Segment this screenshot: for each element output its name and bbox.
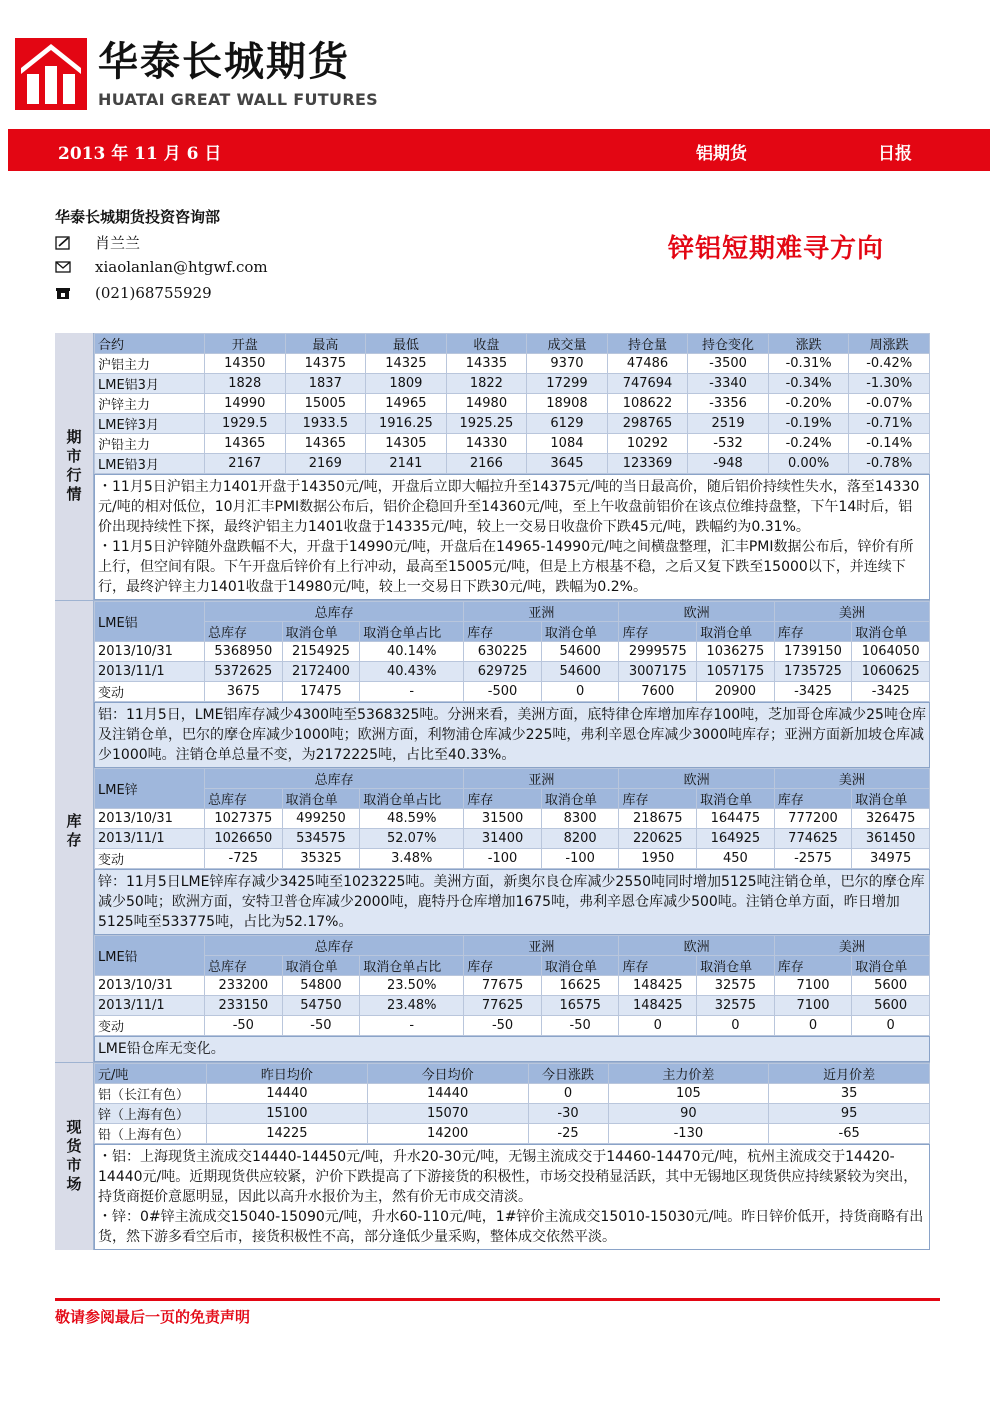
spot-product: 锌（上海有色） xyxy=(95,1104,207,1124)
brand-name-cn: 华泰长城期货 xyxy=(98,39,350,85)
table-cell: 15070 xyxy=(367,1104,528,1124)
table-cell: 1929.5 xyxy=(205,414,286,434)
section-label-inventory: 库存 xyxy=(55,601,94,1062)
table-cell: 3675 xyxy=(205,682,283,702)
group-header: 美洲 xyxy=(774,769,929,789)
group-header: 欧洲 xyxy=(619,936,774,956)
group-header: 亚洲 xyxy=(464,602,619,622)
table-cell: -65 xyxy=(769,1124,930,1144)
table-cell: -3425 xyxy=(852,682,930,702)
table-cell: 31500 xyxy=(464,809,542,829)
column-header: 开盘 xyxy=(205,334,286,354)
column-header: 近月价差 xyxy=(769,1064,930,1084)
column-header: 取消仓单 xyxy=(697,789,775,809)
table-cell: 326475 xyxy=(852,809,930,829)
table-cell: 148425 xyxy=(619,996,697,1016)
table-cell: -0.07% xyxy=(849,394,930,414)
table-cell: -50 xyxy=(541,1016,619,1036)
column-header: 最高 xyxy=(285,334,366,354)
table-cell: -2575 xyxy=(774,849,852,869)
table-cell: 1822 xyxy=(446,374,527,394)
table-cell: 48.59% xyxy=(360,809,464,829)
brand-name-en: HUATAI GREAT WALL FUTURES xyxy=(98,90,378,109)
table-cell: 123369 xyxy=(607,454,688,474)
table-cell: 2169 xyxy=(285,454,366,474)
row-label: 2013/10/31 xyxy=(95,976,205,996)
contract-name: 沪锌主力 xyxy=(95,394,205,414)
table-cell: 17299 xyxy=(527,374,608,394)
column-header: 取消仓单 xyxy=(852,789,930,809)
table-cell: -3356 xyxy=(688,394,769,414)
table-cell: 534575 xyxy=(282,829,360,849)
futures-quote-table xyxy=(94,333,930,474)
column-header: 持仓量 xyxy=(607,334,688,354)
table-cell: 7100 xyxy=(774,976,852,996)
table-cell: 5372625 xyxy=(205,662,283,682)
column-header: 取消仓单 xyxy=(541,789,619,809)
table-row xyxy=(95,434,930,454)
analyst-email[interactable]: xiaolanlan@htgwf.com xyxy=(95,258,268,276)
footer-divider xyxy=(55,1298,940,1301)
table-header-row xyxy=(95,936,930,956)
analyst-phone: (021)68755929 xyxy=(95,284,212,302)
table-cell: 3.48% xyxy=(360,849,464,869)
table-cell: -30 xyxy=(528,1104,608,1124)
table-row xyxy=(95,454,930,474)
column-header: 取消仓单 xyxy=(541,956,619,976)
column-header: 库存 xyxy=(774,789,852,809)
table-cell: 17475 xyxy=(282,682,360,702)
table-cell: 1036275 xyxy=(697,642,775,662)
table-cell: - xyxy=(360,1016,464,1036)
table-row xyxy=(95,976,930,996)
table-cell: 14325 xyxy=(366,354,447,374)
table-cell: -0.42% xyxy=(849,354,930,374)
table-cell: 1925.25 xyxy=(446,414,527,434)
phone-icon xyxy=(55,286,73,300)
table-cell: 14440 xyxy=(207,1084,368,1104)
table-cell: 777200 xyxy=(774,809,852,829)
group-header: 亚洲 xyxy=(464,769,619,789)
table-cell: 0 xyxy=(619,1016,697,1036)
report-header-bar xyxy=(8,129,990,171)
futures-market-section xyxy=(55,333,930,600)
table-cell: 14965 xyxy=(366,394,447,414)
table-cell: -3425 xyxy=(774,682,852,702)
table-cell: 16625 xyxy=(541,976,619,996)
contact-email-row xyxy=(55,258,268,276)
table-cell: 14225 xyxy=(207,1124,368,1144)
group-header: 欧洲 xyxy=(619,769,774,789)
table-cell: 164475 xyxy=(697,809,775,829)
table-cell: 0 xyxy=(774,1016,852,1036)
inventory-table xyxy=(94,768,930,869)
table-cell: 14200 xyxy=(367,1124,528,1144)
row-label: 2013/10/31 xyxy=(95,809,205,829)
column-header: 取消仓单 xyxy=(282,956,360,976)
table-cell: 2172400 xyxy=(282,662,360,682)
inventory-commentary: 锌：11月5日LME锌库存减少3425吨至1023225吨。美洲方面，新奥尔良仓库减少2550吨同时增加5125吨注销仓单，巴尔的摩仓库减少50吨；欧洲方面，安特卫普仓库减少2000吨，鹿特丹仓库增加1675吨，弗利辛恩仓库减少500吨。注销仓单方面，昨日增加5125吨至533775吨，占比为52.17%。 xyxy=(94,869,930,935)
column-header: 今日涨跌 xyxy=(528,1064,608,1084)
column-header: 库存 xyxy=(619,956,697,976)
table-row xyxy=(95,1016,930,1036)
table-cell: 52.07% xyxy=(360,829,464,849)
group-header: 欧洲 xyxy=(619,602,774,622)
group-header: 总库存 xyxy=(205,602,464,622)
inventory-metal-name: LME铝 xyxy=(95,602,205,642)
inventory-metal-name: LME锌 xyxy=(95,769,205,809)
column-header: 周涨跌 xyxy=(849,334,930,354)
inventory-table xyxy=(94,601,930,702)
report-body xyxy=(55,333,930,1250)
group-header: 亚洲 xyxy=(464,936,619,956)
table-cell: 220625 xyxy=(619,829,697,849)
table-cell: -948 xyxy=(688,454,769,474)
table-cell: 1950 xyxy=(619,849,697,869)
row-label: 变动 xyxy=(95,849,205,869)
column-header: 收盘 xyxy=(446,334,527,354)
table-cell: 14990 xyxy=(205,394,286,414)
column-header: 取消仓单占比 xyxy=(360,956,464,976)
table-cell: 1057175 xyxy=(697,662,775,682)
spot-commentary xyxy=(94,1144,930,1250)
table-cell: 54750 xyxy=(282,996,360,1016)
table-cell: 233200 xyxy=(205,976,283,996)
table-cell: -500 xyxy=(464,682,542,702)
table-cell: 14365 xyxy=(205,434,286,454)
department: 华泰长城期货投资咨询部 xyxy=(55,208,221,226)
table-cell: 15005 xyxy=(285,394,366,414)
table-cell: 0.00% xyxy=(768,454,849,474)
column-header: 取消仓单 xyxy=(852,956,930,976)
table-cell: 6129 xyxy=(527,414,608,434)
spot-product: 铅（上海有色） xyxy=(95,1124,207,1144)
table-row xyxy=(95,394,930,414)
row-label: 2013/10/31 xyxy=(95,642,205,662)
column-header: 库存 xyxy=(464,789,542,809)
table-row xyxy=(95,1084,930,1104)
table-cell: 20900 xyxy=(697,682,775,702)
spot-aluminum-commentary: ・铝：上海现货主流成交14440-14450元/吨，升水20-30元/吨，无锡主流成交于14460-14470元/吨，杭州主流成交于14420-14440元/吨。近期现货供应较紧，沪价下跌提高了下游接货的积极性，市场交投稍显活跃，其中无锡地区现货供应持续紧较为突出，持货商挺价意愿明显，因此以高升水报价为主，然有价无市成交清淡。 xyxy=(98,1149,918,1205)
table-row xyxy=(95,1124,930,1144)
mail-icon xyxy=(55,260,73,274)
contract-name: LME铅3月 xyxy=(95,454,205,474)
table-cell: 1933.5 xyxy=(285,414,366,434)
table-cell: 108622 xyxy=(607,394,688,414)
table-row xyxy=(95,642,930,662)
table-cell: -532 xyxy=(688,434,769,454)
column-header: 库存 xyxy=(619,789,697,809)
table-cell: 1809 xyxy=(366,374,447,394)
table-cell: 3007175 xyxy=(619,662,697,682)
table-cell: 8300 xyxy=(541,809,619,829)
column-header: 取消仓单 xyxy=(282,789,360,809)
spot-product: 铝（长江有色） xyxy=(95,1084,207,1104)
row-label: 变动 xyxy=(95,1016,205,1036)
table-cell: 2167 xyxy=(205,454,286,474)
spot-zinc-commentary: ・锌：0#锌主流成交15040-15090元/吨，升水60-110元/吨，1#锌价主流成交15010-15030元/吨。昨日锌价低开，持货商略有出货，然下游多看空后市，接货积极性不高，部分逢低少量采购，整体成交依然平淡。 xyxy=(98,1209,924,1245)
report-date: 2013 年 11 月 6 日 xyxy=(58,144,222,164)
column-header: 总库存 xyxy=(205,956,283,976)
contact-phone-row xyxy=(55,284,212,302)
table-cell: -725 xyxy=(205,849,283,869)
row-label: 变动 xyxy=(95,682,205,702)
table-cell: 747694 xyxy=(607,374,688,394)
disclaimer-note: 敬请参阅最后一页的免责声明 xyxy=(55,1308,251,1326)
table-cell: 630225 xyxy=(464,642,542,662)
table-cell: 32575 xyxy=(697,996,775,1016)
table-cell: 14305 xyxy=(366,434,447,454)
column-header: 总库存 xyxy=(205,622,283,642)
column-header: 总库存 xyxy=(205,789,283,809)
column-header: 持仓变化 xyxy=(688,334,769,354)
contract-name: LME铝3月 xyxy=(95,374,205,394)
table-cell: 35 xyxy=(769,1084,930,1104)
table-cell: 2519 xyxy=(688,414,769,434)
column-header: 取消仓单占比 xyxy=(360,622,464,642)
column-header: 库存 xyxy=(619,622,697,642)
column-header: 库存 xyxy=(464,956,542,976)
table-header-row xyxy=(95,1064,930,1084)
table-cell: -0.78% xyxy=(849,454,930,474)
table-cell: 34975 xyxy=(852,849,930,869)
edit-icon xyxy=(55,236,73,250)
table-cell: 1735725 xyxy=(774,662,852,682)
table-cell: -0.71% xyxy=(849,414,930,434)
table-cell: 23.48% xyxy=(360,996,464,1016)
table-cell: 31400 xyxy=(464,829,542,849)
table-cell: 2154925 xyxy=(282,642,360,662)
table-cell: 54800 xyxy=(282,976,360,996)
table-cell: 499250 xyxy=(282,809,360,829)
column-header: 库存 xyxy=(464,622,542,642)
table-cell: 361450 xyxy=(852,829,930,849)
table-cell: -0.34% xyxy=(768,374,849,394)
row-label: 2013/11/1 xyxy=(95,829,205,849)
table-cell: 40.14% xyxy=(360,642,464,662)
column-header: 昨日均价 xyxy=(207,1064,368,1084)
table-cell: 0 xyxy=(697,1016,775,1036)
report-headline: 锌铝短期难寻方向 xyxy=(668,234,885,264)
table-cell: 32575 xyxy=(697,976,775,996)
table-cell: - xyxy=(360,682,464,702)
table-cell: 14440 xyxy=(367,1084,528,1104)
inventory-table xyxy=(94,935,930,1036)
contract-name: 沪铅主力 xyxy=(95,434,205,454)
table-cell: 14365 xyxy=(285,434,366,454)
table-cell: 18908 xyxy=(527,394,608,414)
table-cell: -100 xyxy=(464,849,542,869)
table-cell: 9370 xyxy=(527,354,608,374)
table-cell: 298765 xyxy=(607,414,688,434)
analyst-name: 肖兰兰 xyxy=(95,234,141,252)
table-row xyxy=(95,1104,930,1124)
table-cell: 3645 xyxy=(527,454,608,474)
table-cell: 15100 xyxy=(207,1104,368,1124)
table-cell: -0.19% xyxy=(768,414,849,434)
table-cell: 54600 xyxy=(541,642,619,662)
table-cell: -0.24% xyxy=(768,434,849,454)
table-cell: 450 xyxy=(697,849,775,869)
table-cell: -3340 xyxy=(688,374,769,394)
table-cell: 47486 xyxy=(607,354,688,374)
table-cell: 77625 xyxy=(464,996,542,1016)
table-cell: 95 xyxy=(769,1104,930,1124)
table-cell: 1027375 xyxy=(205,809,283,829)
row-label: 2013/11/1 xyxy=(95,996,205,1016)
table-cell: -0.20% xyxy=(768,394,849,414)
table-row xyxy=(95,996,930,1016)
table-cell: 5600 xyxy=(852,996,930,1016)
row-label: 2013/11/1 xyxy=(95,662,205,682)
table-cell: -50 xyxy=(205,1016,283,1036)
table-cell: 7100 xyxy=(774,996,852,1016)
group-header: 美洲 xyxy=(774,602,929,622)
spot-market-section xyxy=(55,1062,930,1250)
column-header: 合约 xyxy=(95,334,205,354)
table-cell: 14335 xyxy=(446,354,527,374)
column-header: 元/吨 xyxy=(95,1064,207,1084)
table-cell: 148425 xyxy=(619,976,697,996)
inventory-section xyxy=(55,600,930,1062)
table-cell: 14375 xyxy=(285,354,366,374)
column-header: 取消仓单占比 xyxy=(360,789,464,809)
table-cell: 40.43% xyxy=(360,662,464,682)
table-cell: 7600 xyxy=(619,682,697,702)
table-header-row xyxy=(95,769,930,789)
table-cell: 1064050 xyxy=(852,642,930,662)
table-row xyxy=(95,849,930,869)
table-cell: 23.50% xyxy=(360,976,464,996)
table-cell: 35325 xyxy=(282,849,360,869)
futures-commentary xyxy=(94,474,930,600)
column-header: 涨跌 xyxy=(768,334,849,354)
table-header-row xyxy=(95,334,930,354)
zinc-commentary: ・11月5日沪锌随外盘跌幅不大，开盘于14990元/吨，开盘后在14965-14990元/吨之间横盘整理，汇丰PMI数据公布后，锌价有所上行，但空间有限。下午开盘后锌价有上行冲动，最高至15005元/吨，但是上方根基不稳，之后又复下跌至15000以下，并连续下行，最终沪锌主力1401收盘于14980元/吨，较上一交易日下跌30元/吨，跌幅为0.2%。 xyxy=(98,539,914,595)
table-cell: -0.31% xyxy=(768,354,849,374)
table-cell: -50 xyxy=(464,1016,542,1036)
table-cell: 0 xyxy=(528,1084,608,1104)
table-cell: 14330 xyxy=(446,434,527,454)
aluminum-commentary: ・11月5日沪铝主力1401开盘于14350元/吨，开盘后立即大幅拉升至14375元/吨的当日最高价，随后铝价持续性失水，落至14330元/吨的相对低位，10月汇丰PMI数据公布后，铝价企稳回升至14360元/吨，至上午收盘前铝价在该点位维持盘整，下午14时后，铝价出现持续性下探，最终沪铝主力1401收盘于14335元/吨，较上一交易日收盘价下跌45元/吨，跌幅约为0.31%。 xyxy=(98,479,920,535)
table-cell: 629725 xyxy=(464,662,542,682)
table-cell: -25 xyxy=(528,1124,608,1144)
group-header: 美洲 xyxy=(774,936,929,956)
table-header-row xyxy=(95,602,930,622)
table-cell: 0 xyxy=(541,682,619,702)
table-cell: 105 xyxy=(608,1084,769,1104)
column-header: 取消仓单 xyxy=(852,622,930,642)
table-cell: -50 xyxy=(282,1016,360,1036)
group-header: 总库存 xyxy=(205,936,464,956)
table-cell: 2166 xyxy=(446,454,527,474)
table-cell: 16575 xyxy=(541,996,619,1016)
table-cell: 1060625 xyxy=(852,662,930,682)
table-cell: 10292 xyxy=(607,434,688,454)
table-cell: -0.14% xyxy=(849,434,930,454)
table-cell: 164925 xyxy=(697,829,775,849)
table-header-row xyxy=(95,789,930,809)
group-header: 总库存 xyxy=(205,769,464,789)
inventory-commentary: LME铅仓库无变化。 xyxy=(94,1036,930,1062)
table-cell: -100 xyxy=(541,849,619,869)
inventory-metal-name: LME铅 xyxy=(95,936,205,976)
table-cell: 90 xyxy=(608,1104,769,1124)
contract-name: LME锌3月 xyxy=(95,414,205,434)
table-cell: 1837 xyxy=(285,374,366,394)
table-cell: 5368950 xyxy=(205,642,283,662)
table-cell: 2141 xyxy=(366,454,447,474)
table-row xyxy=(95,374,930,394)
table-cell: 1739150 xyxy=(774,642,852,662)
column-header: 主力价差 xyxy=(608,1064,769,1084)
table-row xyxy=(95,809,930,829)
column-header: 取消仓单 xyxy=(282,622,360,642)
section-label-futures: 期市行情 xyxy=(55,333,94,600)
table-cell: 774625 xyxy=(774,829,852,849)
column-header: 取消仓单 xyxy=(697,956,775,976)
table-cell: 1026650 xyxy=(205,829,283,849)
section-label-spot: 现货市场 xyxy=(55,1063,94,1250)
table-cell: 2999575 xyxy=(619,642,697,662)
column-header: 成交量 xyxy=(527,334,608,354)
spot-price-table xyxy=(94,1063,930,1144)
table-row xyxy=(95,829,930,849)
column-header: 取消仓单 xyxy=(541,622,619,642)
table-cell: 0 xyxy=(852,1016,930,1036)
contact-name-row xyxy=(55,232,140,253)
table-header-row xyxy=(95,956,930,976)
table-cell: 5600 xyxy=(852,976,930,996)
table-cell: -130 xyxy=(608,1124,769,1144)
column-header: 库存 xyxy=(774,956,852,976)
column-header: 最低 xyxy=(366,334,447,354)
table-cell: 1828 xyxy=(205,374,286,394)
contract-name: 沪铝主力 xyxy=(95,354,205,374)
table-header-row xyxy=(95,622,930,642)
report-category: 铝期货 xyxy=(696,144,747,164)
table-cell: 77675 xyxy=(464,976,542,996)
table-cell: 14350 xyxy=(205,354,286,374)
column-header: 库存 xyxy=(774,622,852,642)
table-cell: -3500 xyxy=(688,354,769,374)
report-type: 日报 xyxy=(878,144,912,164)
column-header: 取消仓单 xyxy=(697,622,775,642)
table-row xyxy=(95,354,930,374)
table-cell: 54600 xyxy=(541,662,619,682)
table-cell: 1084 xyxy=(527,434,608,454)
table-cell: 1916.25 xyxy=(366,414,447,434)
table-cell: 14980 xyxy=(446,394,527,414)
table-row xyxy=(95,414,930,434)
table-cell: 233150 xyxy=(205,996,283,1016)
company-logo xyxy=(15,38,87,110)
table-cell: 218675 xyxy=(619,809,697,829)
table-cell: 8200 xyxy=(541,829,619,849)
table-row xyxy=(95,662,930,682)
table-cell: -1.30% xyxy=(849,374,930,394)
inventory-commentary: 铝：11月5日，LME铝库存减少4300吨至5368325吨。分洲来看，美洲方面，底特律仓库增加库存100吨，芝加哥仓库减少25吨仓库及注销仓单，巴尔的摩仓库减少1000吨；欧洲方面，利物浦仓库减少225吨，弗利辛恩仓库减少3000吨库存；亚洲方面新加坡仓库减少1000吨。注销仓单总量不变，为2172225吨，占比至40.33%。 xyxy=(94,702,930,768)
column-header: 今日均价 xyxy=(367,1064,528,1084)
table-row xyxy=(95,682,930,702)
